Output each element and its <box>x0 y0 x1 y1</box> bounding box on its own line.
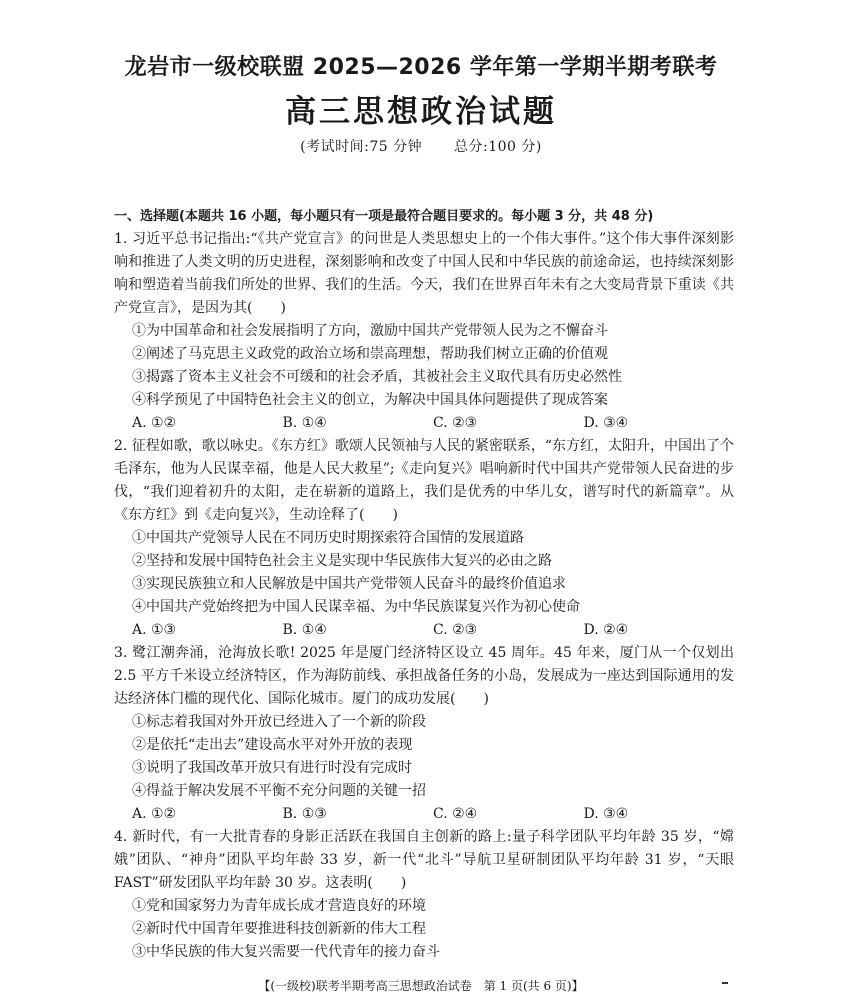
question-4 <box>114 826 734 964</box>
option-d[interactable]: D. ③④ <box>583 415 629 431</box>
answer-options <box>114 619 734 642</box>
statement: ③中华民族的伟大复兴需要一代代青年的接力奋斗 <box>132 944 440 960</box>
option-d[interactable]: D. ③④ <box>583 806 629 822</box>
page-footer: 【(一级校)联考半期考高三思想政治试卷 第 1 页(共 6 页)】 <box>258 979 584 993</box>
statement: ①为中国革命和社会发展指明了方向，激励中国共产党带领人民为之不懈奋斗 <box>132 323 608 339</box>
option-c[interactable]: C. ②③ <box>433 415 478 431</box>
option-c[interactable]: C. ②④ <box>433 806 478 822</box>
statement: ②是依托“走出去”建设高水平对外开放的表现 <box>132 737 413 753</box>
option-b[interactable]: B. ①④ <box>282 415 327 431</box>
option-a[interactable]: A. ①② <box>132 806 177 822</box>
statement: ③实现民族独立和人民解放是中国共产党带领人民奋斗的最终价值追求 <box>132 576 566 592</box>
question-2 <box>114 435 734 642</box>
option-a[interactable]: A. ①② <box>132 415 177 431</box>
statement: ①中国共产党领导人民在不同历史时期探索符合国情的发展道路 <box>132 530 524 546</box>
statement: ②新时代中国青年要推进科技创新新的伟大工程 <box>132 921 426 937</box>
option-b[interactable]: B. ①③ <box>282 806 327 822</box>
question-stem: 4. 新时代，有一大批青春的身影正活跃在我国自主创新的路上:量子科学团队平均年龄 35 岁，“嫦娥”团队、“神舟”团队平均年龄 33 岁，新一代“北斗”导航卫星研制团队平均年龄 31 岁，“天眼 FAST”研发团队平均年龄 30 岁。这表明( ) <box>114 829 734 891</box>
section-heading: 一、选择题(本题共 16 小题，每小题只有一项是最符合题目要求的。每小题 3 分，共 48 分) <box>114 209 654 224</box>
question-stem: 3. 鹭江潮奔涌，沧海放长歌! 2025 年是厦门经济特区设立 45 周年。45 年来，厦门从一个仅划出 2.5 平方千米设立经济特区，作为海防前线、承担战备任务的小岛，发展成为一座达到国际通用的发达经济体门槛的现代化、国际化城市。厦门的成功发展( ) <box>114 645 734 707</box>
question-list <box>114 228 734 964</box>
option-b[interactable]: B. ①④ <box>282 622 327 638</box>
statement: ②坚持和发展中国特色社会主义是实现中华民族伟大复兴的必由之路 <box>132 553 552 569</box>
exam-score: 总分:100 分) <box>454 139 542 155</box>
corner-mark <box>722 982 728 984</box>
option-c[interactable]: C. ②③ <box>433 622 478 638</box>
statement: ①党和国家努力为青年成长成才营造良好的环境 <box>132 898 426 914</box>
option-a[interactable]: A. ①③ <box>132 622 177 638</box>
answer-options <box>114 412 734 435</box>
statement: ③说明了我国改革开放只有进行时没有完成时 <box>132 760 412 776</box>
answer-options <box>114 803 734 826</box>
statement: ④中国共产党始终把为中国人民谋幸福、为中华民族谋复兴作为初心使命 <box>132 599 580 615</box>
option-d[interactable]: D. ②④ <box>583 622 629 638</box>
statement: ④科学预见了中国特色社会主义的创立，为解决中国具体问题提供了现成答案 <box>132 392 608 408</box>
question-1 <box>114 228 734 435</box>
statement: ②阐述了马克思主义政党的政治立场和崇高理想，帮助我们树立正确的价值观 <box>132 346 608 362</box>
exam-info <box>0 136 842 156</box>
question-stem: 1. 习近平总书记指出:“《共产党宣言》的问世是人类思想史上的一个伟大事件。”这个伟大事件深刻影响和推进了人类文明的历史进程，深刻影响和改变了中国人民和中华民族的前途命运，也持续深刻影响和塑造着当前我们所处的世界、我们的生活。今天，我们在世界百年未有之大变局背景下重读《共产党宣言》，是因为其( ) <box>114 231 734 316</box>
statement: ①标志着我国对外开放已经进入了一个新的阶段 <box>132 714 426 730</box>
question-stem: 2. 征程如歌，歌以咏史。《东方红》歌颂人民领袖与人民的紧密联系，“东方红，太阳升，中国出了个毛泽东，他为人民谋幸福，他是人民大救星”;《走向复兴》唱响新时代中国共产党带领人民奋进的步伐，“我们迎着初升的太阳，走在崭新的道路上，我们是优秀的中华儿女，谱写时代的新篇章”。从《东方红》到《走向复兴》，生动诠释了( ) <box>114 438 734 523</box>
statement: ③揭露了资本主义社会不可缓和的社会矛盾，其被社会主义取代具有历史必然性 <box>132 369 622 385</box>
statement: ④得益于解决发展不平衡不充分问题的关键一招 <box>132 783 426 799</box>
exam-time: (考试时间:75 分钟 <box>300 139 423 155</box>
question-3 <box>114 642 734 826</box>
exam-title: 高三思想政治试题 <box>285 94 557 130</box>
exam-header-line: 龙岩市一级校联盟 2025—2026 学年第一学期半期考联考 <box>124 55 718 80</box>
